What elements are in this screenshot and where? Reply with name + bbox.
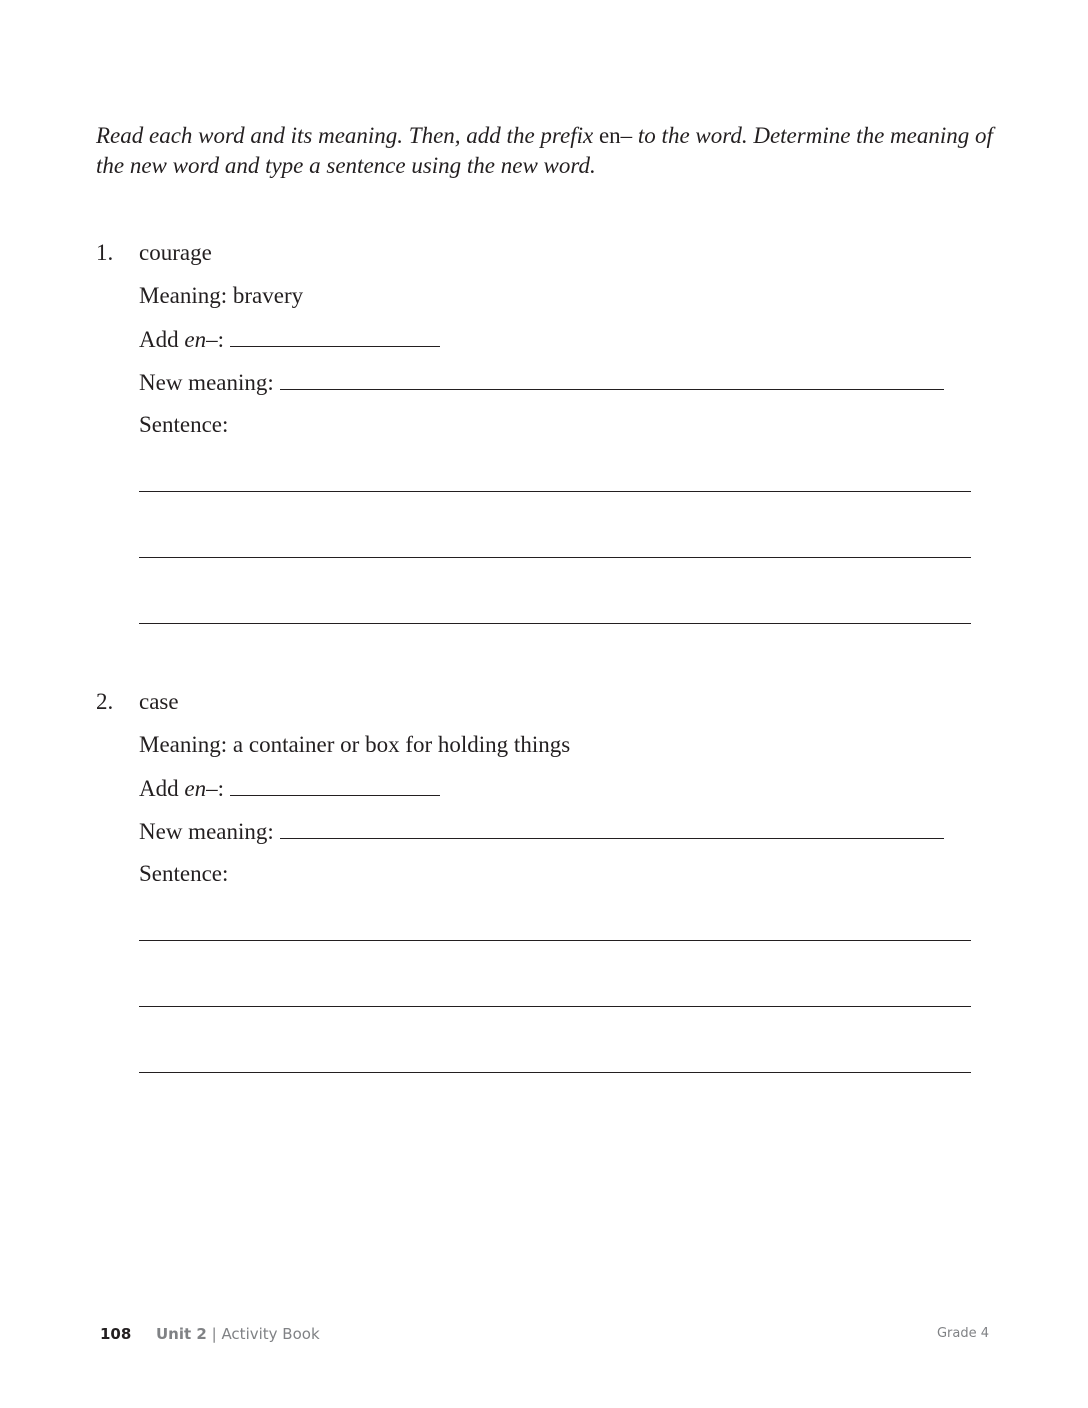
sentence-line-1[interactable]	[139, 491, 971, 492]
new-meaning-blank[interactable]	[280, 367, 944, 390]
item-meaning: Meaning: a container or box for holding things	[139, 732, 571, 757]
new-word-blank[interactable]	[230, 324, 440, 347]
new-meaning-label: New meaning:	[139, 819, 274, 844]
add-colon: :	[217, 776, 224, 801]
item-number: 2.	[96, 689, 114, 714]
add-prefix: en–	[184, 327, 218, 352]
item-meaning: Meaning: bravery	[139, 283, 304, 308]
sentence-line-3[interactable]	[139, 623, 971, 624]
sentence-line-3[interactable]	[139, 1072, 971, 1073]
item-word: case	[139, 689, 179, 714]
new-meaning-row	[139, 367, 944, 398]
add-colon: :	[217, 327, 224, 352]
page-number: 108	[100, 1325, 132, 1343]
sentence-line-2[interactable]	[139, 1006, 971, 1007]
add-prefix: en–	[184, 776, 218, 801]
instructions	[96, 121, 996, 181]
sentence-label: Sentence:	[139, 412, 229, 437]
add-prefix-row	[139, 324, 440, 355]
add-prefix-row	[139, 773, 440, 804]
grade-label: Grade 4	[936, 1326, 989, 1341]
item-number: 1.	[96, 240, 114, 265]
book-name: Activity Book	[221, 1325, 320, 1343]
item-word: courage	[139, 240, 212, 265]
sentence-line-2[interactable]	[139, 557, 971, 558]
add-label: Add	[139, 327, 185, 352]
sentence-line-1[interactable]	[139, 940, 971, 941]
sentence-label: Sentence:	[139, 861, 229, 886]
unit-label	[156, 1322, 320, 1346]
unit-name: Unit 2	[156, 1325, 207, 1343]
new-meaning-row	[139, 816, 944, 847]
instructions-text-1: Read each word and its meaning. Then, add the prefix	[96, 123, 599, 148]
instructions-prefix: en–	[598, 123, 633, 148]
new-meaning-label: New meaning:	[139, 370, 274, 395]
add-label: Add	[139, 776, 185, 801]
instructions-text-2: to the word. Determine the meaning of the new word and type a sentence using the new word.	[96, 123, 993, 178]
new-word-blank[interactable]	[230, 773, 440, 796]
footer-separator: |	[206, 1325, 222, 1343]
new-meaning-blank[interactable]	[280, 816, 944, 839]
